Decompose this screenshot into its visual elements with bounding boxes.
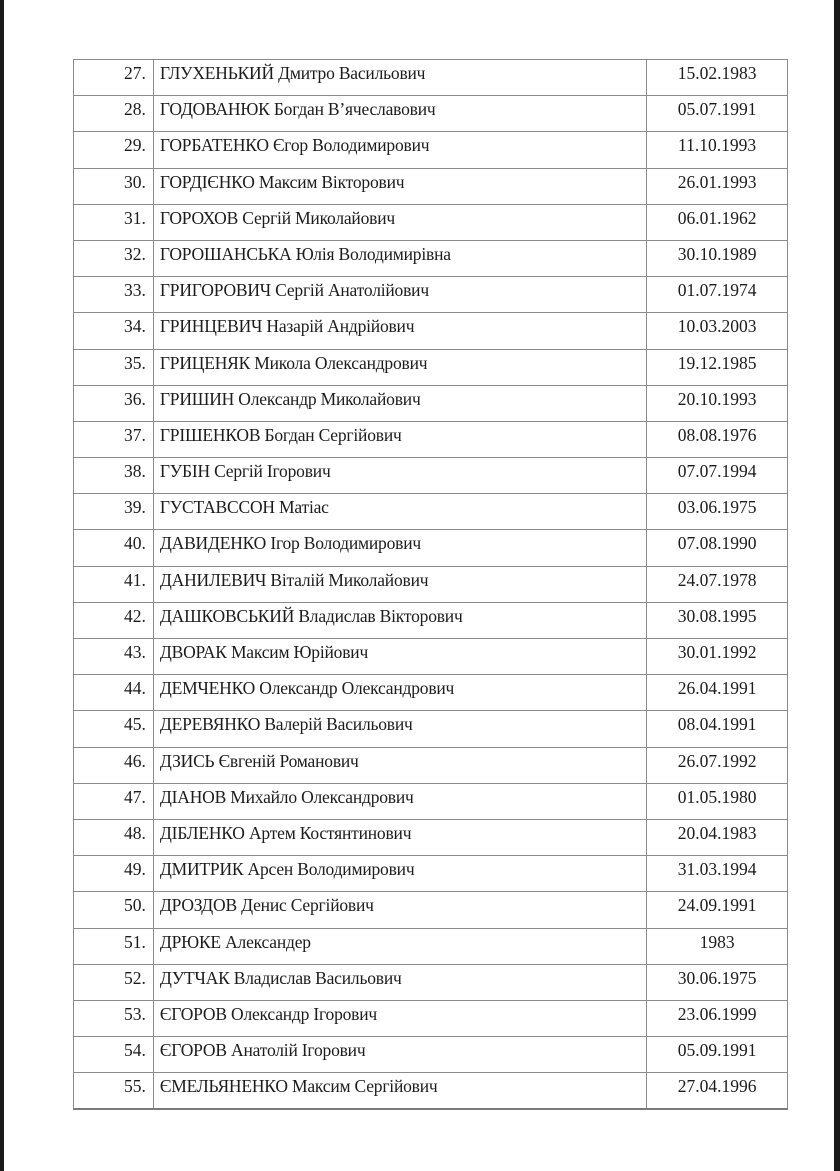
table-row <box>74 313 788 349</box>
persons-table-body <box>74 60 788 1109</box>
person-given-names: Денис Сергійович <box>241 895 374 916</box>
birth-date: 26.07.1992 <box>647 747 788 783</box>
row-number: 38. <box>74 458 154 494</box>
person-given-names: Арсен Володимирович <box>247 859 415 880</box>
birth-date: 15.02.1983 <box>647 60 788 96</box>
person-given-names: Ігор Володимирович <box>270 533 421 554</box>
person-given-names: Олександр Миколайович <box>238 388 421 409</box>
person-surname: ГОРОШАНСЬКА <box>159 243 292 264</box>
person-given-names: Микола Олександрович <box>254 352 428 373</box>
birth-date: 1983 <box>647 928 788 964</box>
person-name <box>153 856 646 892</box>
person-name <box>153 928 646 964</box>
person-surname: ЄМЕЛЬЯНЕНКО <box>159 1076 288 1097</box>
person-given-names: Валерій Васильович <box>264 714 413 735</box>
row-number: 27. <box>74 60 154 96</box>
person-surname: ДАШКОВСЬКИЙ <box>159 605 295 626</box>
person-surname: ГРІШЕНКОВ <box>159 424 261 445</box>
table-row <box>74 96 788 132</box>
table-row <box>74 349 788 385</box>
person-surname: ГОРДІЄНКО <box>159 171 255 192</box>
person-surname: ГУСТАВССОН <box>159 497 275 518</box>
birth-date: 26.04.1991 <box>647 675 788 711</box>
birth-date: 31.03.1994 <box>647 856 788 892</box>
person-given-names: Владислав Вікторович <box>298 605 463 626</box>
row-number: 49. <box>74 856 154 892</box>
table-row <box>74 494 788 530</box>
person-name <box>153 892 646 928</box>
birth-date: 05.09.1991 <box>647 1037 788 1073</box>
table-row <box>74 421 788 457</box>
person-name <box>153 60 646 96</box>
table-row <box>74 747 788 783</box>
person-given-names: Матіас <box>279 497 329 518</box>
person-surname: ДРОЗДОВ <box>159 895 237 916</box>
person-surname: ГУБІН <box>159 461 210 482</box>
table-row <box>74 1073 788 1109</box>
person-given-names: Назарій Андрійович <box>266 316 415 337</box>
birth-date: 20.04.1983 <box>647 819 788 855</box>
table-row <box>74 240 788 276</box>
table-row <box>74 892 788 928</box>
person-name <box>153 530 646 566</box>
birth-date: 27.04.1996 <box>647 1073 788 1109</box>
person-name <box>153 602 646 638</box>
table-row <box>74 783 788 819</box>
person-surname: ДУТЧАК <box>159 967 230 988</box>
person-given-names: Михайло Олександрович <box>230 786 414 807</box>
table-row <box>74 566 788 602</box>
person-surname: ДЕМЧЕНКО <box>159 678 256 699</box>
birth-date: 05.07.1991 <box>647 96 788 132</box>
person-surname: ДАНИЛЕВИЧ <box>159 569 267 590</box>
person-given-names: Анатолій Ігорович <box>231 1040 366 1061</box>
person-name <box>153 783 646 819</box>
table-row <box>74 602 788 638</box>
person-given-names: Сергій Ігорович <box>214 461 331 482</box>
birth-date: 26.01.1993 <box>647 168 788 204</box>
table-row <box>74 458 788 494</box>
table-row <box>74 132 788 168</box>
row-number: 44. <box>74 675 154 711</box>
person-name <box>153 204 646 240</box>
person-surname: ГЛУХЕНЬКИЙ <box>159 63 274 83</box>
person-given-names: Максим Вікторович <box>258 171 405 192</box>
birth-date: 30.06.1975 <box>647 964 788 1000</box>
row-number: 48. <box>74 819 154 855</box>
birth-date: 30.08.1995 <box>647 602 788 638</box>
table-row <box>74 819 788 855</box>
person-name <box>153 132 646 168</box>
birth-date: 03.06.1975 <box>647 494 788 530</box>
person-given-names: Александер <box>225 931 311 952</box>
birth-date: 01.05.1980 <box>647 783 788 819</box>
persons-table <box>73 59 788 1110</box>
person-name <box>153 1037 646 1073</box>
row-number: 43. <box>74 639 154 675</box>
person-given-names: Максим Сергійович <box>291 1076 438 1097</box>
table-row <box>74 964 788 1000</box>
person-name <box>153 566 646 602</box>
row-number: 33. <box>74 277 154 313</box>
row-number: 47. <box>74 783 154 819</box>
person-surname: ДМИТРИК <box>159 859 244 880</box>
person-given-names: Максим Юрійович <box>230 642 369 662</box>
person-name <box>153 675 646 711</box>
person-given-names: Дмитро Васильович <box>278 63 426 83</box>
birth-date: 20.10.1993 <box>647 385 788 421</box>
person-surname: ДЗИСЬ <box>159 750 215 771</box>
birth-date: 08.08.1976 <box>647 421 788 457</box>
person-given-names: Сергій Анатолійович <box>275 280 429 301</box>
person-name <box>153 494 646 530</box>
person-surname: ЄГОРОВ <box>159 1040 227 1061</box>
person-name <box>153 421 646 457</box>
person-surname: ГРИЦЕНЯК <box>159 352 251 373</box>
birth-date: 19.12.1985 <box>647 349 788 385</box>
person-name <box>153 711 646 747</box>
person-name <box>153 747 646 783</box>
person-surname: ГРИГОРОВИЧ <box>159 280 271 301</box>
birth-date: 30.10.1989 <box>647 240 788 276</box>
person-surname: ДЕРЕВЯНКО <box>159 714 261 735</box>
person-surname: ГОРОХОВ <box>159 207 239 228</box>
person-name <box>153 385 646 421</box>
person-given-names: Євгеній Романович <box>218 750 359 771</box>
person-given-names: Віталій Миколайович <box>270 569 429 590</box>
person-name <box>153 639 646 675</box>
person-name <box>153 1073 646 1109</box>
row-number: 45. <box>74 711 154 747</box>
row-number: 51. <box>74 928 154 964</box>
table-row <box>74 856 788 892</box>
table-row <box>74 711 788 747</box>
birth-date: 23.06.1999 <box>647 1000 788 1036</box>
row-number: 39. <box>74 494 154 530</box>
row-number: 42. <box>74 602 154 638</box>
person-name <box>153 349 646 385</box>
table-row <box>74 168 788 204</box>
person-surname: ДАВИДЕНКО <box>159 533 267 554</box>
person-given-names: Богдан В’ячеславович <box>273 99 436 120</box>
row-number: 34. <box>74 313 154 349</box>
person-given-names: Юлія Володимирівна <box>295 243 451 264</box>
person-name <box>153 277 646 313</box>
table-row <box>74 1000 788 1036</box>
table-row <box>74 530 788 566</box>
table-row <box>74 1037 788 1073</box>
row-number: 32. <box>74 240 154 276</box>
person-given-names: Олександр Олександрович <box>259 678 455 699</box>
birth-date: 07.07.1994 <box>647 458 788 494</box>
birth-date: 07.08.1990 <box>647 530 788 566</box>
row-number: 54. <box>74 1037 154 1073</box>
table-row <box>74 60 788 96</box>
row-number: 37. <box>74 421 154 457</box>
person-surname: ГОДОВАНЮК <box>159 99 270 120</box>
person-surname: ГОРБАТЕНКО <box>159 135 269 156</box>
person-name <box>153 313 646 349</box>
person-name <box>153 240 646 276</box>
table-row <box>74 675 788 711</box>
document-page <box>4 0 834 1171</box>
birth-date: 11.10.1993 <box>647 132 788 168</box>
table-row <box>74 204 788 240</box>
person-given-names: Сергій Миколайович <box>242 207 395 228</box>
person-surname: ДВОРАК <box>159 642 227 662</box>
row-number: 29. <box>74 132 154 168</box>
person-given-names: Артем Костянтинович <box>248 822 412 843</box>
row-number: 46. <box>74 747 154 783</box>
person-name <box>153 1000 646 1036</box>
birth-date: 24.07.1978 <box>647 566 788 602</box>
row-number: 36. <box>74 385 154 421</box>
table-row <box>74 277 788 313</box>
person-surname: ГРИШИН <box>159 388 235 409</box>
birth-date: 30.01.1992 <box>647 639 788 675</box>
person-name <box>153 458 646 494</box>
person-given-names: Єгор Володимирович <box>272 135 430 156</box>
row-number: 30. <box>74 168 154 204</box>
person-given-names: Владислав Васильович <box>233 967 402 988</box>
person-name <box>153 819 646 855</box>
birth-date: 24.09.1991 <box>647 892 788 928</box>
row-number: 50. <box>74 892 154 928</box>
table-row <box>74 385 788 421</box>
row-number: 41. <box>74 566 154 602</box>
person-given-names: Олександр Ігорович <box>231 1003 378 1024</box>
row-number: 52. <box>74 964 154 1000</box>
person-surname: ДІАНОВ <box>159 786 227 807</box>
row-number: 35. <box>74 349 154 385</box>
row-number: 53. <box>74 1000 154 1036</box>
person-name <box>153 96 646 132</box>
person-surname: ДІБЛЕНКО <box>159 822 245 843</box>
person-name <box>153 964 646 1000</box>
row-number: 28. <box>74 96 154 132</box>
row-number: 40. <box>74 530 154 566</box>
birth-date: 06.01.1962 <box>647 204 788 240</box>
person-given-names: Богдан Сергійович <box>264 424 402 445</box>
birth-date: 10.03.2003 <box>647 313 788 349</box>
row-number: 31. <box>74 204 154 240</box>
birth-date: 08.04.1991 <box>647 711 788 747</box>
person-surname: ДРЮКЕ <box>159 931 221 952</box>
person-surname: ГРИНЦЕВИЧ <box>159 316 263 337</box>
table-row <box>74 639 788 675</box>
person-surname: ЄГОРОВ <box>159 1003 227 1024</box>
row-number: 55. <box>74 1073 154 1109</box>
person-name <box>153 168 646 204</box>
birth-date: 01.07.1974 <box>647 277 788 313</box>
table-row <box>74 928 788 964</box>
